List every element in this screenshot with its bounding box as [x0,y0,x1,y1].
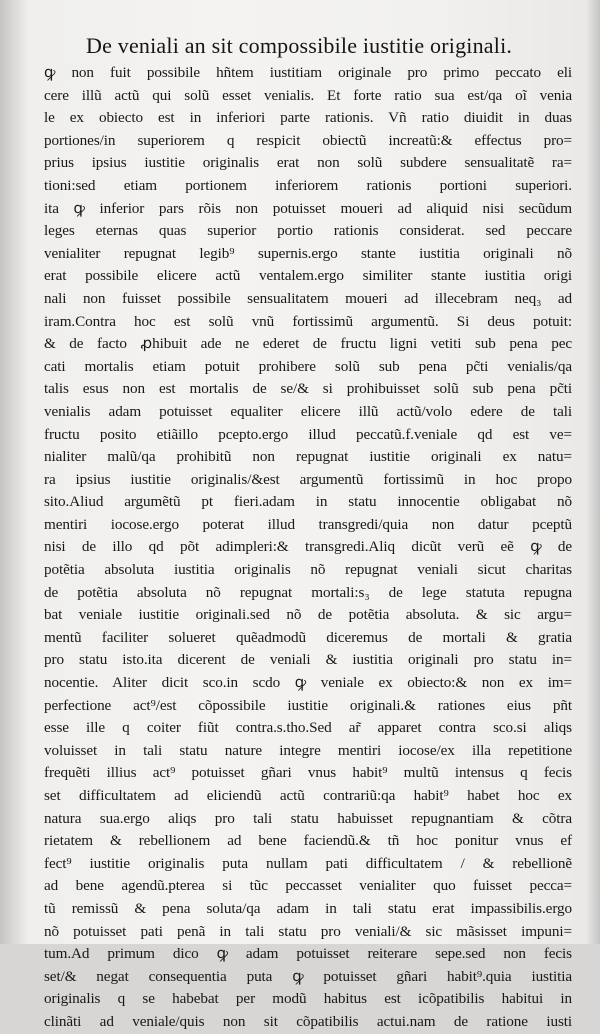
text-line: nocentie. Aliter dicit sco.in scdo ꝙ veniale ex obiecto:& non ex im= [44,674,572,692]
text-line: set/& negat consequentia puta ꝙ potuisset gñari habit⁹.quia iustitia [44,967,572,985]
text-line: tũ remissũ & pena soluta/qa adam in tali statu erat impassibilis.ergo [44,899,572,917]
text-line: fect⁹ iustitie originalis puta nullam pati difficultatem / & rebellionẽ [44,854,572,872]
text-line: perfectione act⁹/est cõpossibile iustitie originali.& rationes eius pñt [44,696,572,714]
text-line: natura sua.ergo aliqs pro tali statu habuisset repugnantiam & cõtra [44,809,572,827]
text-line: talis esus non est mortalis de se/& si prohibuisset solũ sub pena pc̃ti [44,380,572,398]
text-line: tum.Ad primum dico ꝙ adam potuisset reiterare sepe.sed non fecis [44,945,572,963]
text-line: pro statu isto.ita dicerent de veniali & iustitia originali pro statu in= [44,651,572,669]
text-line: bat veniale iustitie originali.sed nõ de potẽtia absoluta. & sic argu= [44,606,572,624]
text-line: cere illũ actũ qui solũ esset venialis. Et forte ratio sua est/qa oĩ venia [44,86,572,104]
text-line: ra ipsius iustitie originalis/&est argumentũ fortissimũ in hoc propo [44,470,572,488]
text-line: nõ potuisset pati penã in tali statu pro veniali/& sic mãsisset impuni= [44,922,572,940]
text-line: rietatem & rebellionem ad bene faciendũ.& tñ hoc ponitur vnus ef [44,832,572,850]
text-line: fructu posito etiãillo pcepto.ergo illud peccatũ.f.veniale qd est ve= [44,425,572,443]
text-line: erat possibile elicere actũ ventalem.ergo similiter stante iustitia origi [44,267,572,285]
text-line: esse ille q coiter fiũt contra.s.tho.Sed ar̃ apparet contra sco.si aliqs [44,719,572,737]
text-line: mentiri iocose.ergo poterat illud transgredi/quia non datur pceptũ [44,515,572,533]
text-line: potẽtia absoluta iustitia originalis nõ repugnat veniali sicut charitas [44,561,572,579]
text-line: sito.Aliud argumẽtũ pt fieri.adam in statu innocentie obligabat nõ [44,493,572,511]
text-line: clinãti ad veniale/quis non sit cõpatibilis actui.nam de ratione iusti [44,1012,572,1030]
text-line: venialis adam potuisset equaliter elicere illũ actũ/volo edere de tali [44,402,572,420]
page-edge [586,0,600,944]
text-line: nali non fuisset possibile sensualitatem moueri ad illecebram neq₃ ad [44,289,572,307]
text-line: set difficultatem ad eliciendũ actũ contrariũ:qa habit⁹ habet hoc ex [44,787,572,804]
text-line: venialiter repugnat legib⁹ supernis.ergo stante iustitia originali nõ [44,244,572,262]
body-text [44,62,572,1034]
text-line: tioni:sed etiam portionem inferiorem rationis portioni superiori. [44,176,572,194]
text-line: ad bene agendũ.pterea si tũc peccasset venialiter quo fuisset pecca= [44,877,572,895]
text-line: frequẽti illius act⁹ potuisset gñari vnus habit⁹ multũ intensus q fecis [44,764,572,782]
text-line: mentũ faciliter solueret quẽadmodũ diceremus de mortali & gratia [44,628,572,646]
text-line: ita ꝙ inferior pars rõis non potuisset moueri ad aliquid nisi secũdum [44,199,572,217]
text-line: ꝙ non fuit possibile hñtem iustitiam originale pro primo peccato eli [44,64,572,81]
text-line: iram.Contra hoc est solũ vnũ fortissimũ argumentũ. Si deus potuit: [44,312,572,330]
text-line: leges eternas quas superior portio rationis considerat. sed peccare [44,222,572,240]
text-line: nialiter malũ/qa prohibitũ non repugnat iustitie originali ex natu= [44,448,572,466]
section-heading: De veniali an sit compossibile iustitie originali. [86,33,513,58]
binding-shadow [0,0,28,944]
text-line: & de facto ꝓhibuit ade ne ederet de fructu ligni vetiti sub pena pec [44,335,572,353]
text-line: originalis q se habebat per modũ habitus est icõpatibilis habitui in [44,990,572,1008]
text-line: portiones/in superiorem q respicit obiectũ increatũ:& effectus pro= [44,131,572,149]
text-line: nisi de illo qd põt adimpleri:& transgredi.Aliq dicũt verũ eẽ ꝙ de [44,538,572,556]
text-line: de potẽtia absoluta nõ repugnat mortali:s₃ de lege statuta repugna [44,583,572,601]
text-line: cati mortalis etiam potuit prohibere solũ sub pena pc̃ti venialis/qa [44,357,572,375]
text-line: prius ipsius iustitie originalis erat non solũ subdere sensualitatẽ ra= [44,154,572,172]
text-line: le ex obiecto est in inferiori parte rationis. Vñ ratio diuidit in duas [44,109,572,127]
text-line: voluisset in tali statu nature integre mentiri iocose/ex illa repetitione [44,741,572,759]
